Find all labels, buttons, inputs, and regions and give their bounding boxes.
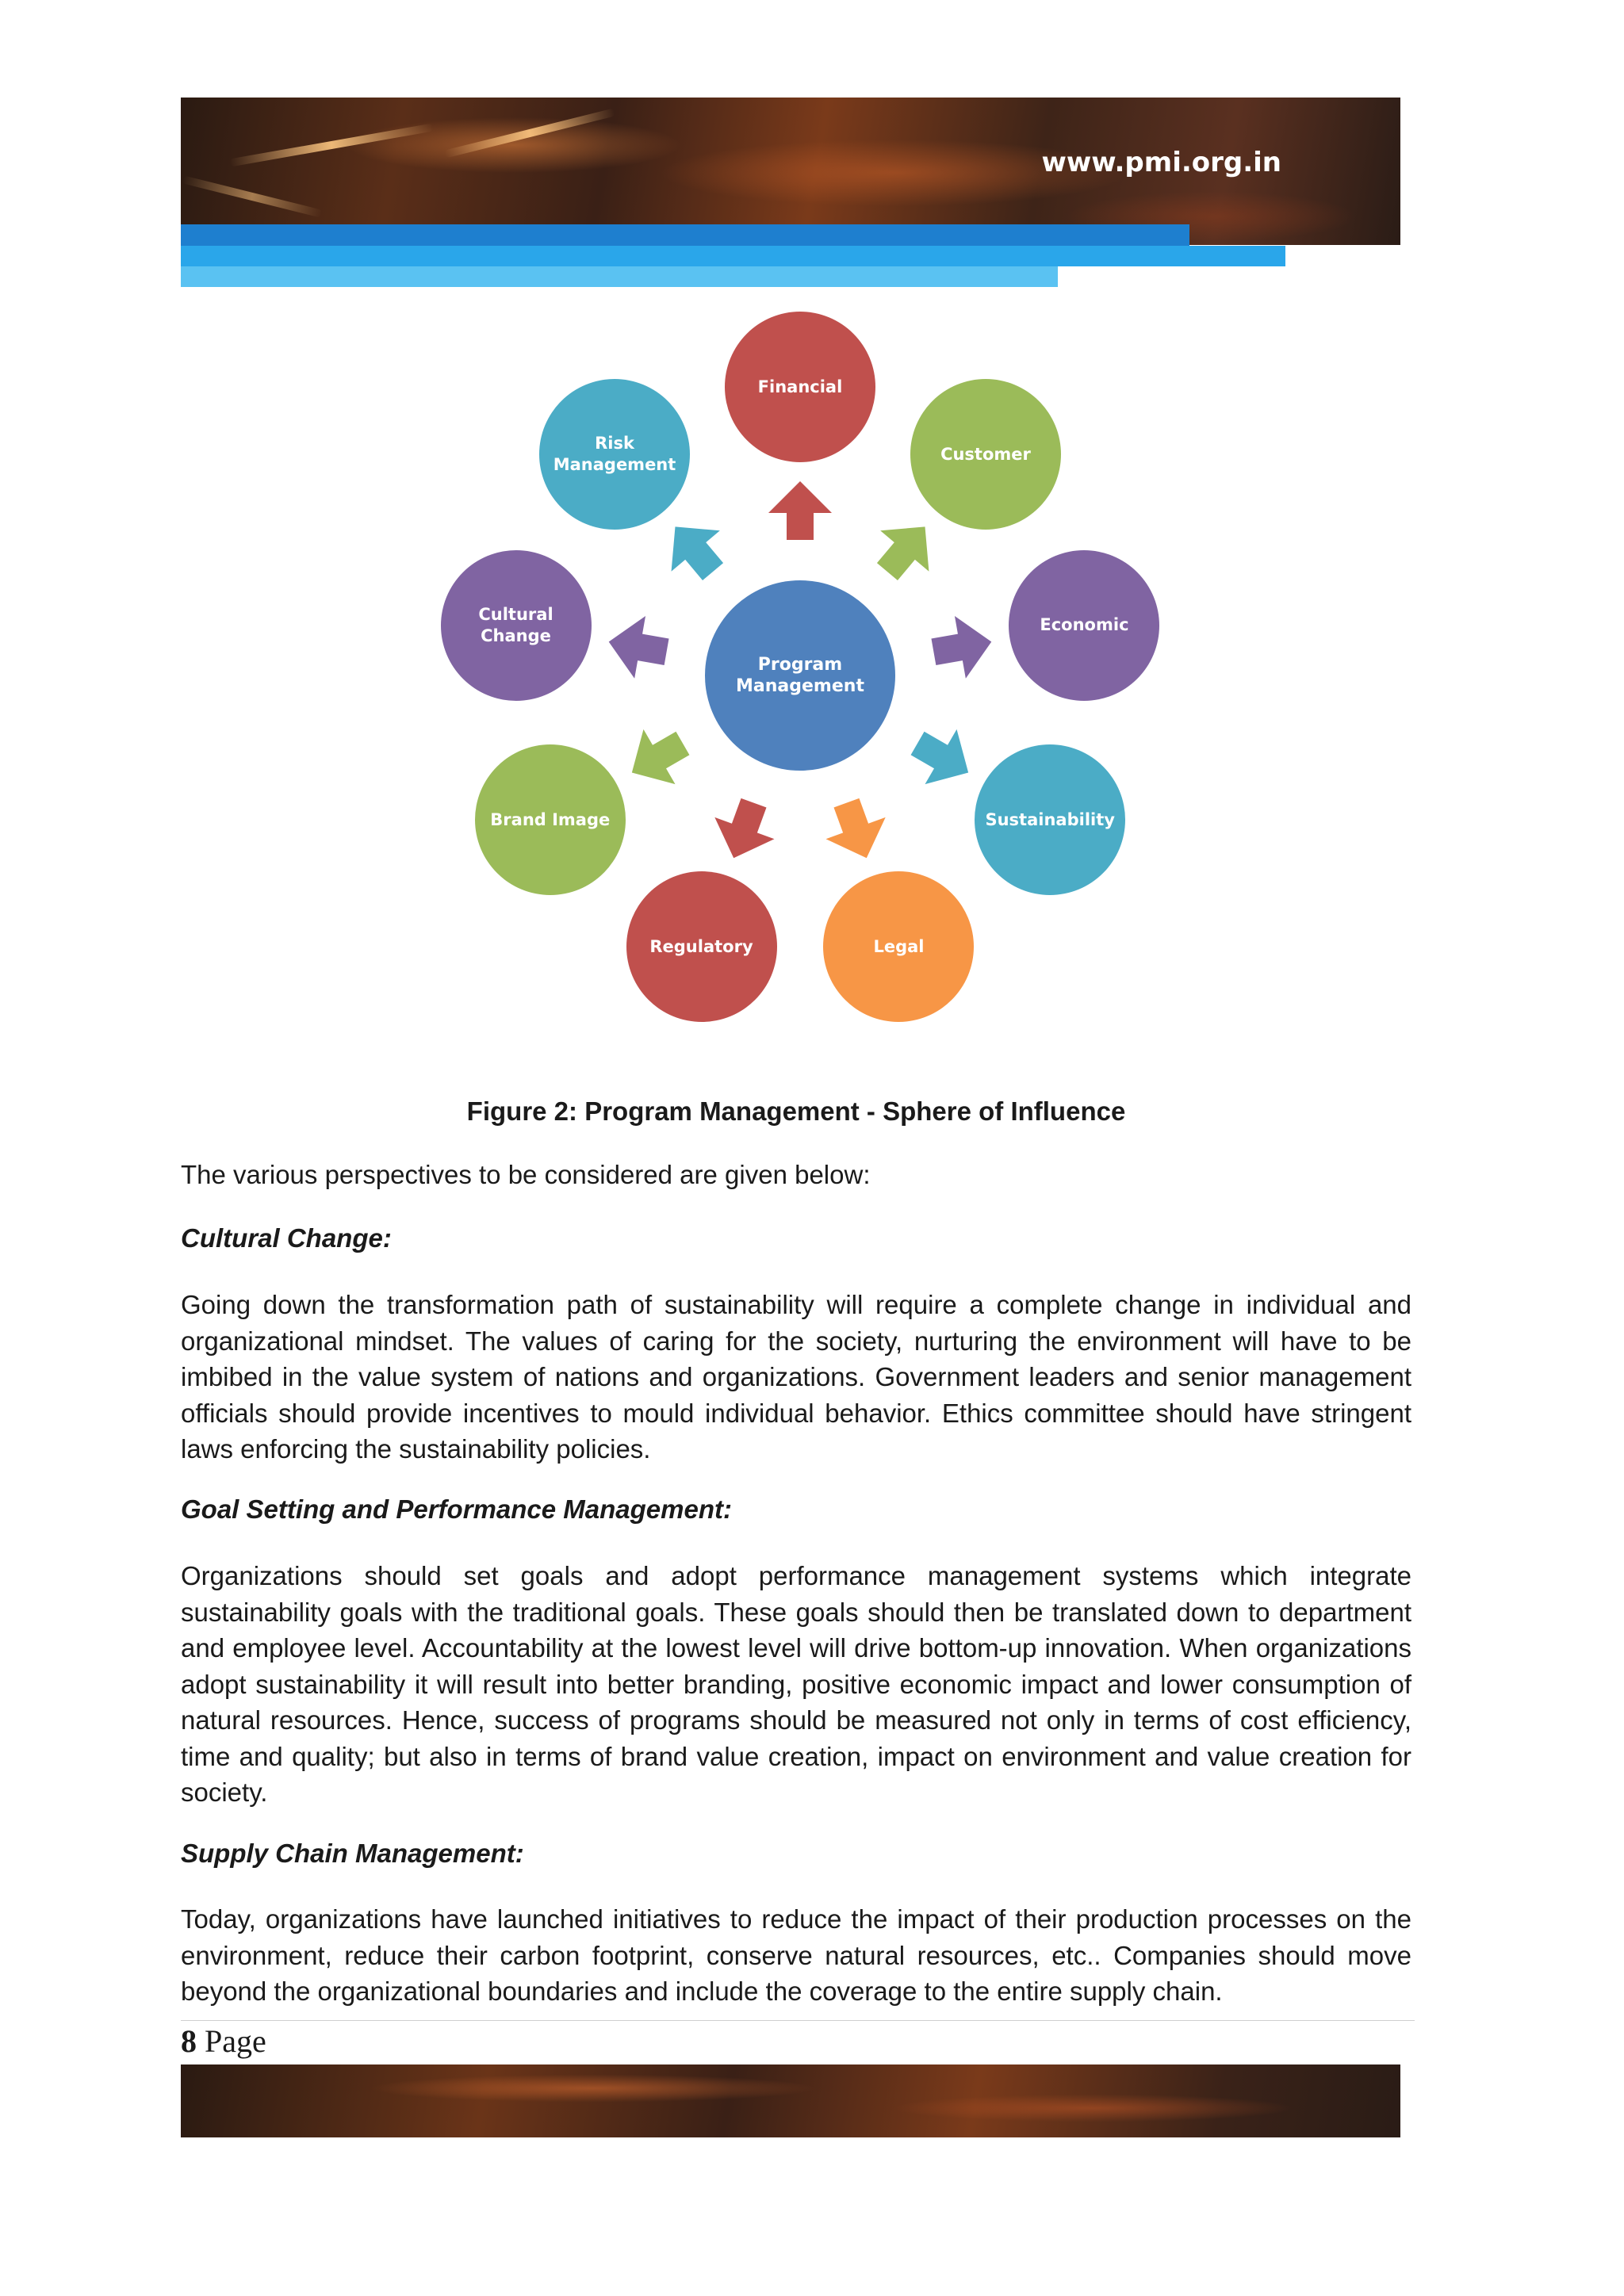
intro-text: The various perspectives to be considered are given below: bbox=[181, 1160, 871, 1189]
footer-divider bbox=[181, 2020, 1415, 2021]
header-url[interactable]: www.pmi.org.in bbox=[1041, 147, 1281, 178]
arrow-economic-icon bbox=[928, 610, 997, 683]
section-body-cultural-change: Going down the transformation path of sustainability will require a complete change in individual and organizational mindset. The values of caring for the society, nurturing the environment will have to be imbibed in the value system of nations and organizations. Government leaders and senior management officials should provide incentives to mould individual behavior. Ethics committee should have stringent laws enforcing the sustainability policies. bbox=[181, 1290, 1411, 1464]
arrow-financial-icon bbox=[768, 481, 832, 540]
section-heading-goal-setting: Goal Setting and Performance Management: bbox=[181, 1494, 732, 1524]
diagram-node-sustainability: Sustainability bbox=[975, 744, 1125, 895]
arrow-regulatory-icon bbox=[704, 792, 783, 869]
arrow-customer-icon bbox=[863, 507, 949, 592]
arrow-cultural-change-icon bbox=[603, 610, 672, 683]
arrow-risk-management-icon bbox=[651, 507, 737, 592]
diagram-node-financial: Financial bbox=[725, 312, 875, 462]
diagram-arrows bbox=[0, 0, 1624, 1062]
section-heading-supply-chain: Supply Chain Management: bbox=[181, 1839, 524, 1868]
arrow-legal-icon bbox=[817, 792, 896, 869]
page-number bbox=[181, 2022, 266, 2060]
diagram-node-brand-image: Brand Image bbox=[475, 744, 626, 895]
arrow-brand-image-icon bbox=[616, 716, 699, 800]
diagram-node-risk-management: Risk Management bbox=[539, 379, 690, 530]
section-heading-cultural-change: Cultural Change: bbox=[181, 1223, 392, 1253]
sphere-of-influence-diagram bbox=[0, 0, 1624, 1062]
section-body-supply-chain: Today, organizations have launched initiatives to reduce the impact of their production processes on the environment, reduce their carbon footprint, conserve natural resources, etc.. Companies should move beyond the organizational boundaries and include the coverage to the entire supply chain. bbox=[181, 1904, 1411, 2006]
diagram-node-economic: Economic bbox=[1009, 550, 1159, 701]
section-body-goal-setting: Organizations should set goals and adopt performance management systems which integrate sustainability goals with the traditional goals. These goals should then be translated down to department and employee level. Accountability at the lowest level will drive bottom-up innovation. When organizations adopt sustainability it will result into better branding, positive economic impact and lower consumption of natural resources. Hence, success of programs should be measured not only in terms of cost efficiency, time and quality; but also in terms of brand value creation, impact on environment and value creation for society. bbox=[181, 1561, 1411, 1807]
diagram-node-cultural-change: Cultural Change bbox=[441, 550, 592, 701]
arrow-sustainability-icon bbox=[902, 716, 984, 800]
diagram-center-node: Program Management bbox=[705, 580, 895, 771]
footer-banner bbox=[181, 2064, 1400, 2137]
page-number-value: 8 bbox=[181, 2023, 197, 2059]
page-label: Page bbox=[205, 2023, 266, 2059]
diagram-node-regulatory: Regulatory bbox=[626, 871, 777, 1022]
diagram-node-legal: Legal bbox=[823, 871, 974, 1022]
figure-caption: Figure 2: Program Management - Sphere of Influence bbox=[466, 1096, 1126, 1126]
diagram-node-customer: Customer bbox=[910, 379, 1061, 530]
